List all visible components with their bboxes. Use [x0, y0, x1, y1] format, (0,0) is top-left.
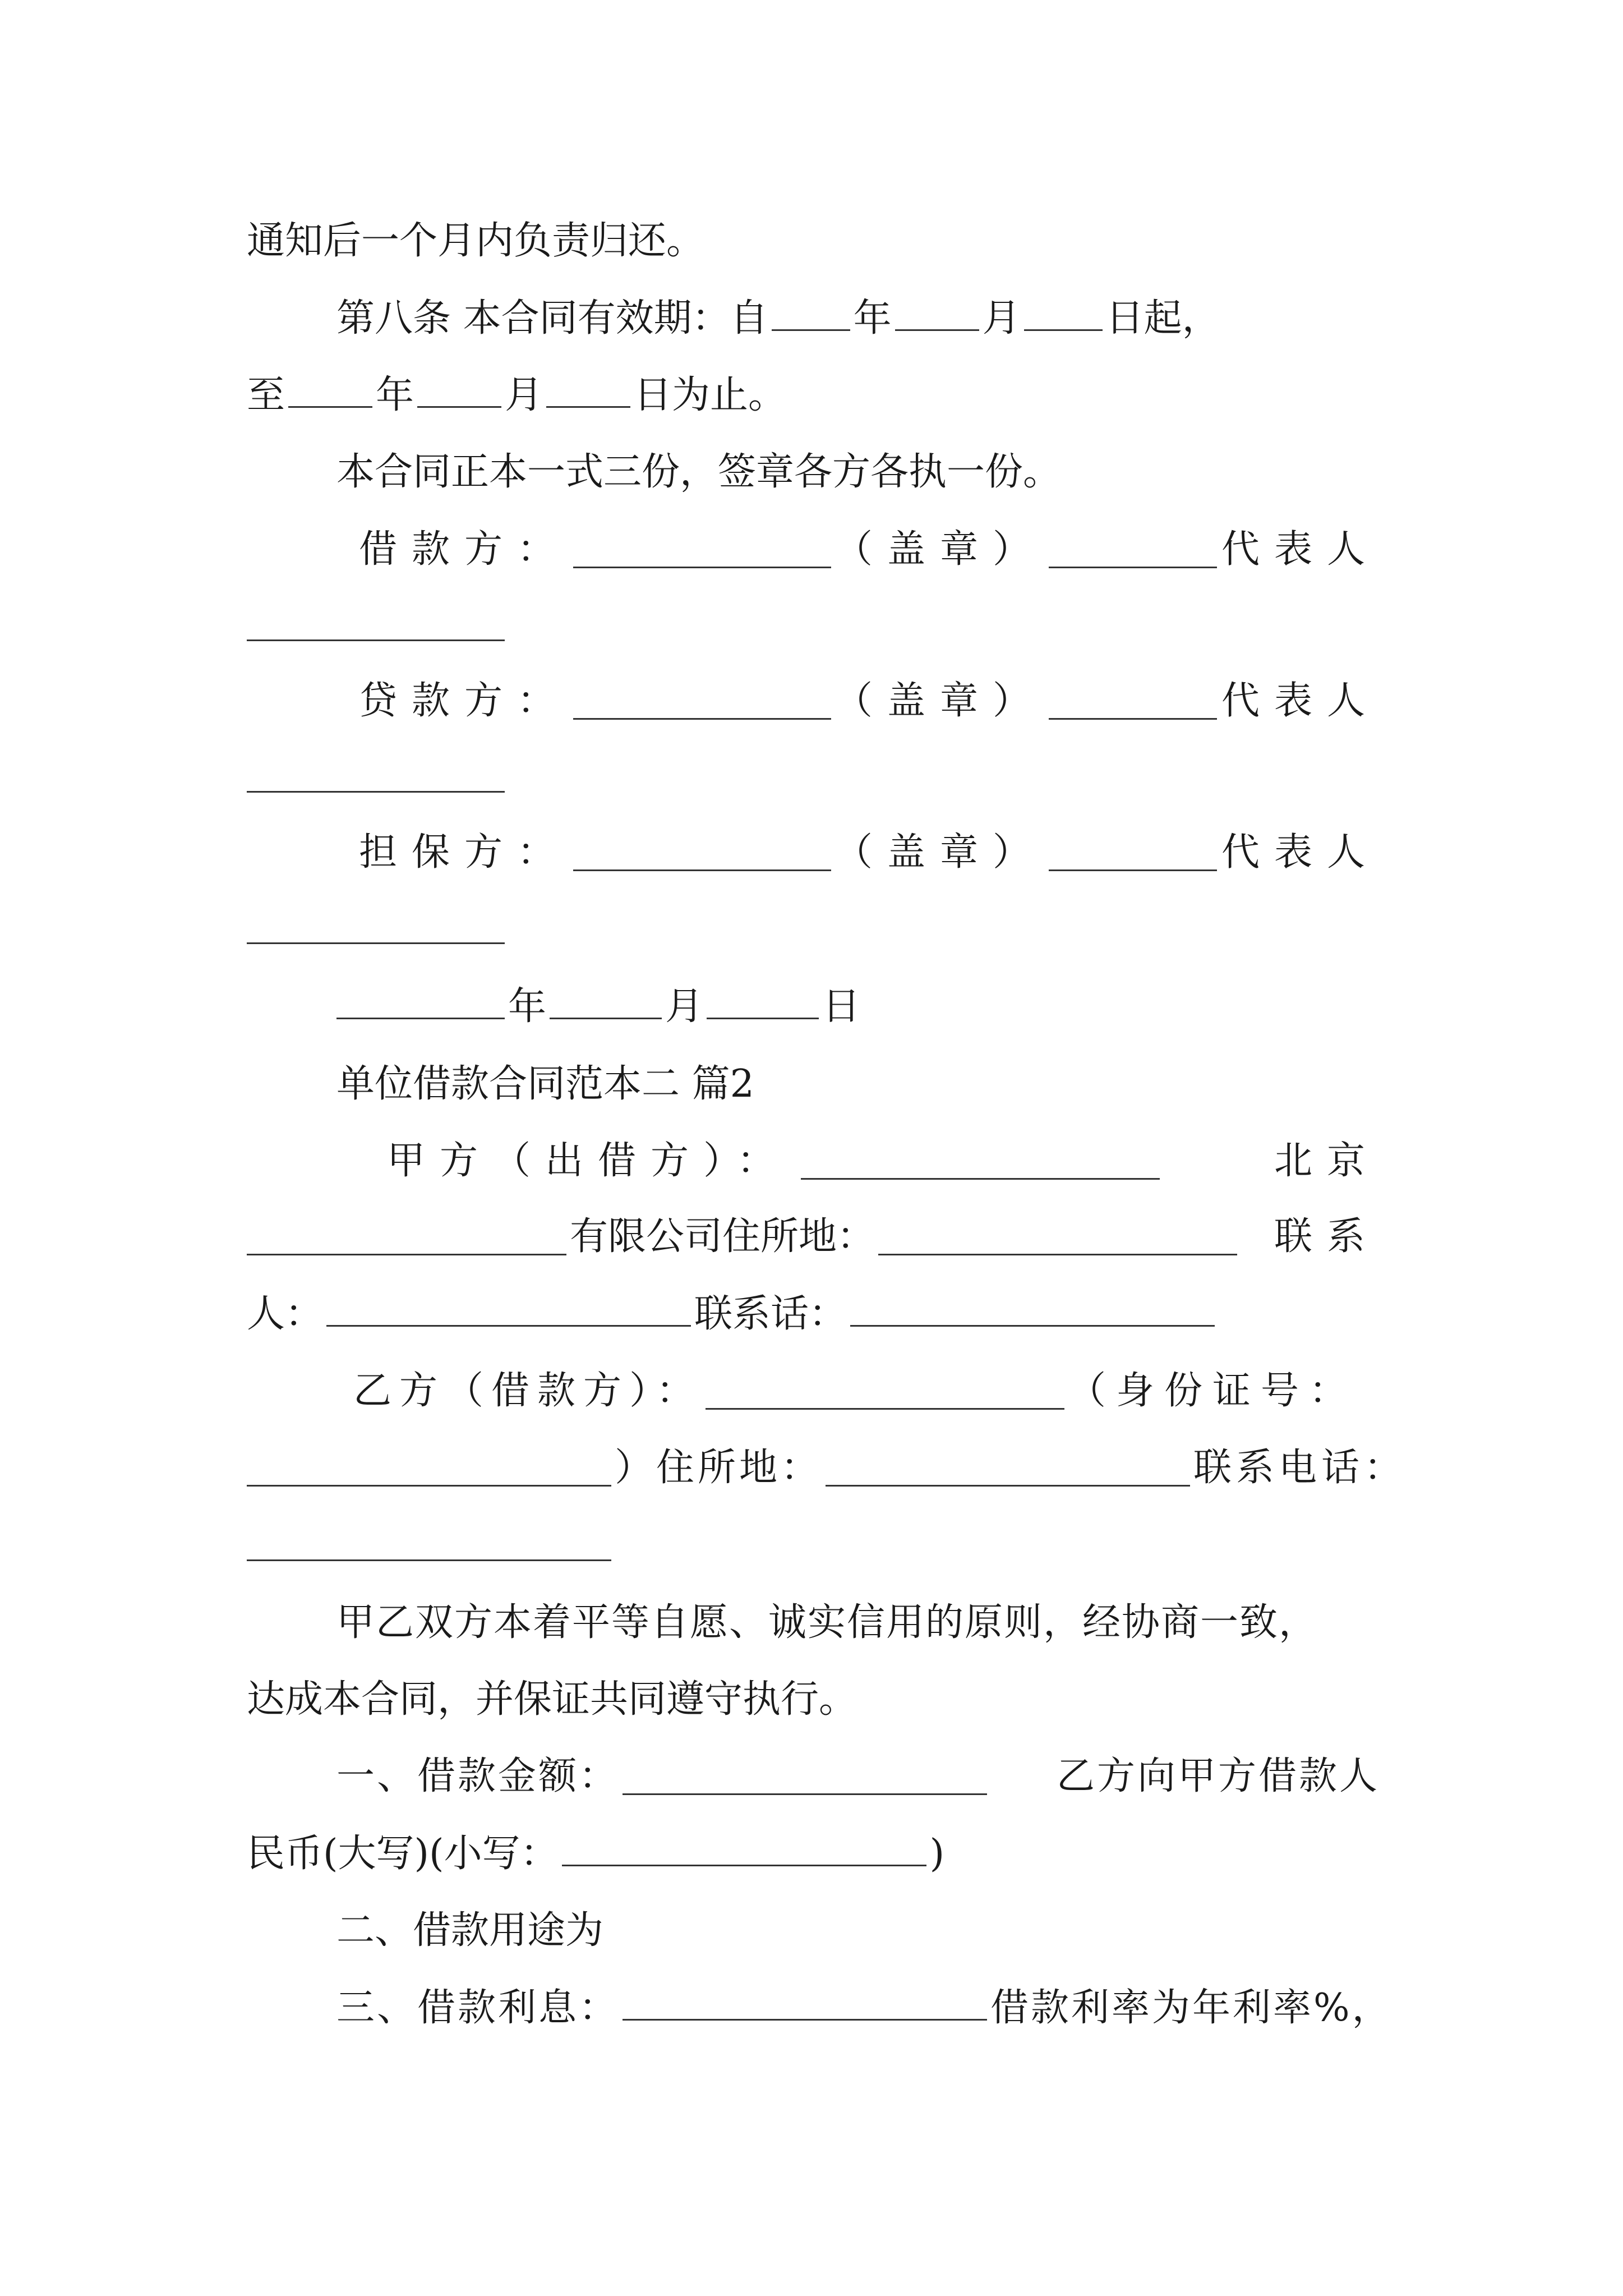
blank-line: [850, 1290, 1215, 1327]
blank-line: [573, 532, 831, 568]
text: 日: [822, 984, 861, 1029]
loan-amount-words-line: [247, 1823, 944, 1885]
label: 人：: [247, 1292, 324, 1336]
party-a-address-line: [247, 1206, 1380, 1268]
signature-line: [247, 639, 505, 641]
label: 借款方：: [359, 527, 570, 572]
label: 联系话：: [694, 1292, 847, 1336]
text: 借款利率为年利率%，: [990, 1986, 1393, 2030]
blank-line: [895, 295, 979, 331]
blank-line: [247, 1450, 611, 1487]
blank-line: [573, 683, 831, 720]
blank-line: [623, 1984, 987, 2021]
blank-line: [336, 983, 505, 1019]
label: 甲方（出借方）：: [387, 1139, 790, 1183]
representative-label: 代表人: [1221, 830, 1380, 875]
loan-purpose-line: 二、借款用途为: [336, 1908, 604, 1953]
party-b-line: [353, 1360, 1380, 1422]
blank-line: [1024, 295, 1103, 331]
blank-line: [550, 983, 662, 1019]
text: 月: [505, 373, 543, 417]
label: 一、借款金额：: [336, 1754, 620, 1798]
text: 月: [982, 296, 1021, 341]
text-line: 通知后一个月内负责归还。: [247, 219, 705, 263]
text: （身份证号：: [1068, 1369, 1358, 1413]
label: ）住所地：: [615, 1446, 823, 1490]
text: 至: [247, 373, 285, 417]
text: ): [929, 1832, 945, 1876]
text: 年: [508, 984, 547, 1029]
representative-label: 代表人: [1221, 679, 1380, 723]
text: 月: [665, 984, 704, 1029]
section-heading: 单位借款合同范本二 篇2: [336, 1062, 754, 1106]
label: 三、借款利息：: [336, 1986, 620, 2030]
party-a-contact-line: [247, 1283, 1218, 1345]
blank-line: [878, 1219, 1237, 1255]
party-a-line: [387, 1130, 1380, 1192]
blank-line: [1049, 835, 1217, 871]
blank-line: [247, 1559, 611, 1561]
text: 年: [853, 296, 892, 341]
signatory-lender: [359, 670, 1380, 732]
signatory-guarantor: [359, 822, 1380, 884]
blank-line: [288, 371, 372, 408]
blank-line: [573, 835, 831, 871]
blank-line: [562, 1830, 926, 1866]
label: 贷款方：: [359, 679, 570, 723]
paragraph-line: 甲乙双方本着平等自愿、诚实信用的原则，经协商一致，: [336, 1600, 1318, 1645]
blank-line: [247, 1219, 566, 1255]
blank-line: [706, 1373, 1064, 1410]
representative-label: 代表人: [1221, 527, 1380, 572]
text: 第八条 本合同有效期：自: [336, 296, 768, 341]
text: 乙方向甲方借款人: [1056, 1754, 1380, 1798]
text: 日起，: [1105, 296, 1220, 341]
label: 民币(大写)(小写：: [247, 1832, 559, 1876]
label: 担保方：: [359, 830, 570, 875]
loan-amount-line: [336, 1746, 1380, 1807]
signatory-borrower: [359, 519, 1380, 581]
loan-interest-line: [336, 1977, 1393, 2039]
text: 日为止。: [634, 373, 787, 417]
party-b-address-line: [247, 1437, 1413, 1499]
label: 有限公司住所地：: [570, 1214, 875, 1259]
validity-end-line: [247, 365, 786, 426]
blank-line: [623, 1759, 987, 1795]
blank-line: [772, 295, 850, 331]
date-line: [336, 976, 860, 1038]
blank-line: [326, 1290, 691, 1327]
seal-label: （盖章）: [834, 830, 1046, 875]
blank-line: [707, 983, 819, 1019]
paragraph-line: 达成本合同，并保证共同遵守执行。: [247, 1677, 857, 1722]
blank-line: [826, 1450, 1190, 1487]
signature-line: [247, 791, 505, 793]
blank-line: [1049, 683, 1217, 720]
signature-line: [247, 942, 505, 944]
label: 联系电话：: [1193, 1446, 1407, 1490]
text: 北京: [1274, 1139, 1380, 1183]
label: 乙方（借款方）：: [353, 1369, 703, 1413]
validity-line: [336, 288, 1220, 349]
blank-line: [417, 371, 501, 408]
text: 联系: [1274, 1214, 1380, 1259]
blank-line: [1049, 532, 1217, 568]
seal-label: （盖章）: [834, 679, 1046, 723]
blank-line: [801, 1143, 1160, 1180]
blank-line: [546, 371, 630, 408]
text-line: 本合同正本一式三份，签章各方各执一份。: [336, 450, 1062, 494]
seal-label: （盖章）: [834, 527, 1046, 572]
text: 年: [376, 373, 414, 417]
